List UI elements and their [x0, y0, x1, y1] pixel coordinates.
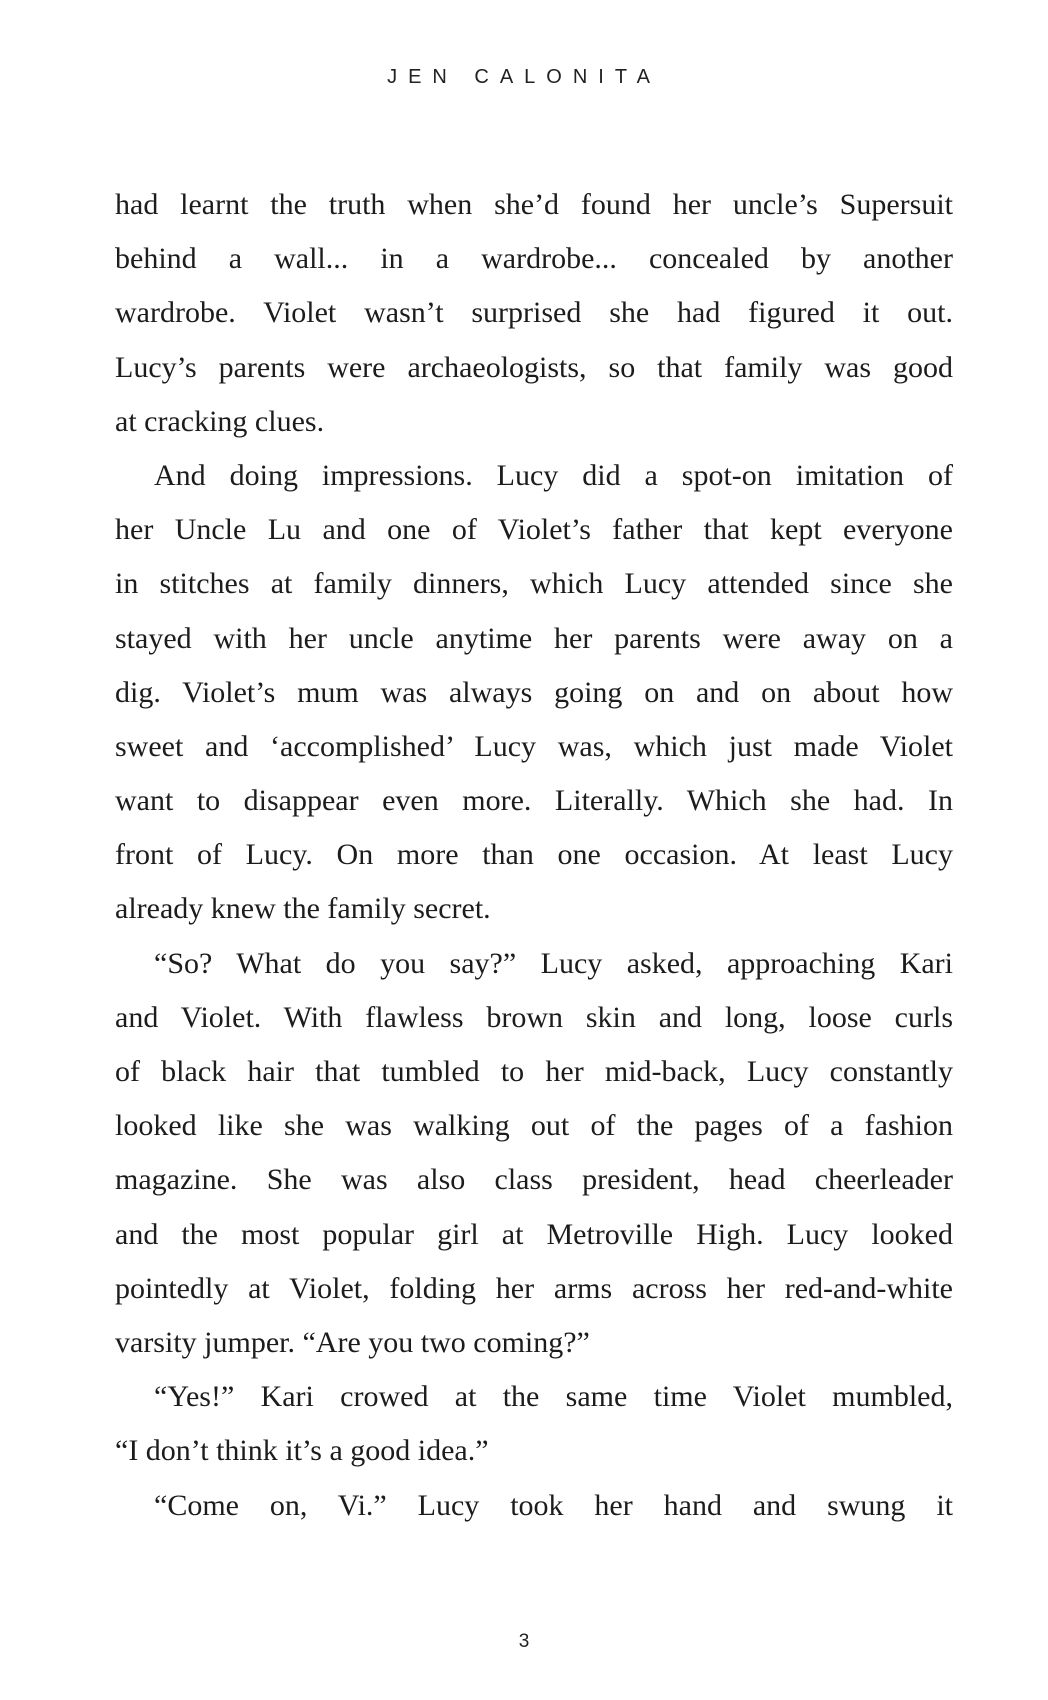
text-line: looked like she was walking out of the pages of a fashion — [115, 1109, 953, 1143]
body-text — [115, 178, 953, 1533]
text-line: Lucy’s parents were archaeologists, so that family was good — [115, 350, 953, 384]
text-line: “So? What do you say?” Lucy asked, approaching Kari — [154, 946, 953, 980]
text-line: “I don’t think it’s a good idea.” — [115, 1434, 489, 1468]
text-line: sweet and ‘accomplished’ Lucy was, which just made Violet — [115, 729, 953, 763]
text-line: “Come on, Vi.” Lucy took her hand and swung it — [154, 1488, 953, 1522]
text-line: of black hair that tumbled to her mid-back, Lucy constantly — [115, 1055, 953, 1088]
text-line: varsity jumper. “Are you two coming?” — [115, 1325, 590, 1359]
running-head: JEN CALONITA — [387, 66, 661, 88]
text-line: magazine. She was also class president, head cheerleader — [115, 1163, 953, 1197]
text-line: And doing impressions. Lucy did a spot-on imitation of — [154, 458, 953, 492]
text-line: in stitches at family dinners, which Lucy attended since she — [115, 567, 953, 601]
text-line: at cracking clues. — [115, 404, 325, 438]
text-line: already knew the family secret. — [115, 892, 491, 926]
text-line: and the most popular girl at Metroville High. Lucy looked — [115, 1217, 953, 1251]
text-line: pointedly at Violet, folding her arms across her red-and-white — [115, 1271, 953, 1305]
text-line: “Yes!” Kari crowed at the same time Violet mumbled, — [154, 1380, 953, 1414]
text-line: want to disappear even more. Literally. Which she had. In — [115, 784, 953, 818]
text-line: dig. Violet’s mum was always going on and on about how — [115, 675, 953, 709]
text-line: her Uncle Lu and one of Violet’s father that kept everyone — [115, 513, 953, 547]
text-line: front of Lucy. On more than one occasion. At least Lucy — [115, 838, 953, 872]
text-line: behind a wall... in a wardrobe... concealed by another — [115, 242, 953, 276]
text-line: and Violet. With flawless brown skin and long, loose curls — [115, 1000, 953, 1034]
text-line: wardrobe. Violet wasn’t surprised she had figured it out. — [115, 296, 953, 330]
text-line: stayed with her uncle anytime her parents were away on a — [115, 621, 953, 655]
page-number: 3 — [518, 1631, 530, 1652]
text-line: had learnt the truth when she’d found her uncle’s Supersuit — [115, 188, 953, 221]
